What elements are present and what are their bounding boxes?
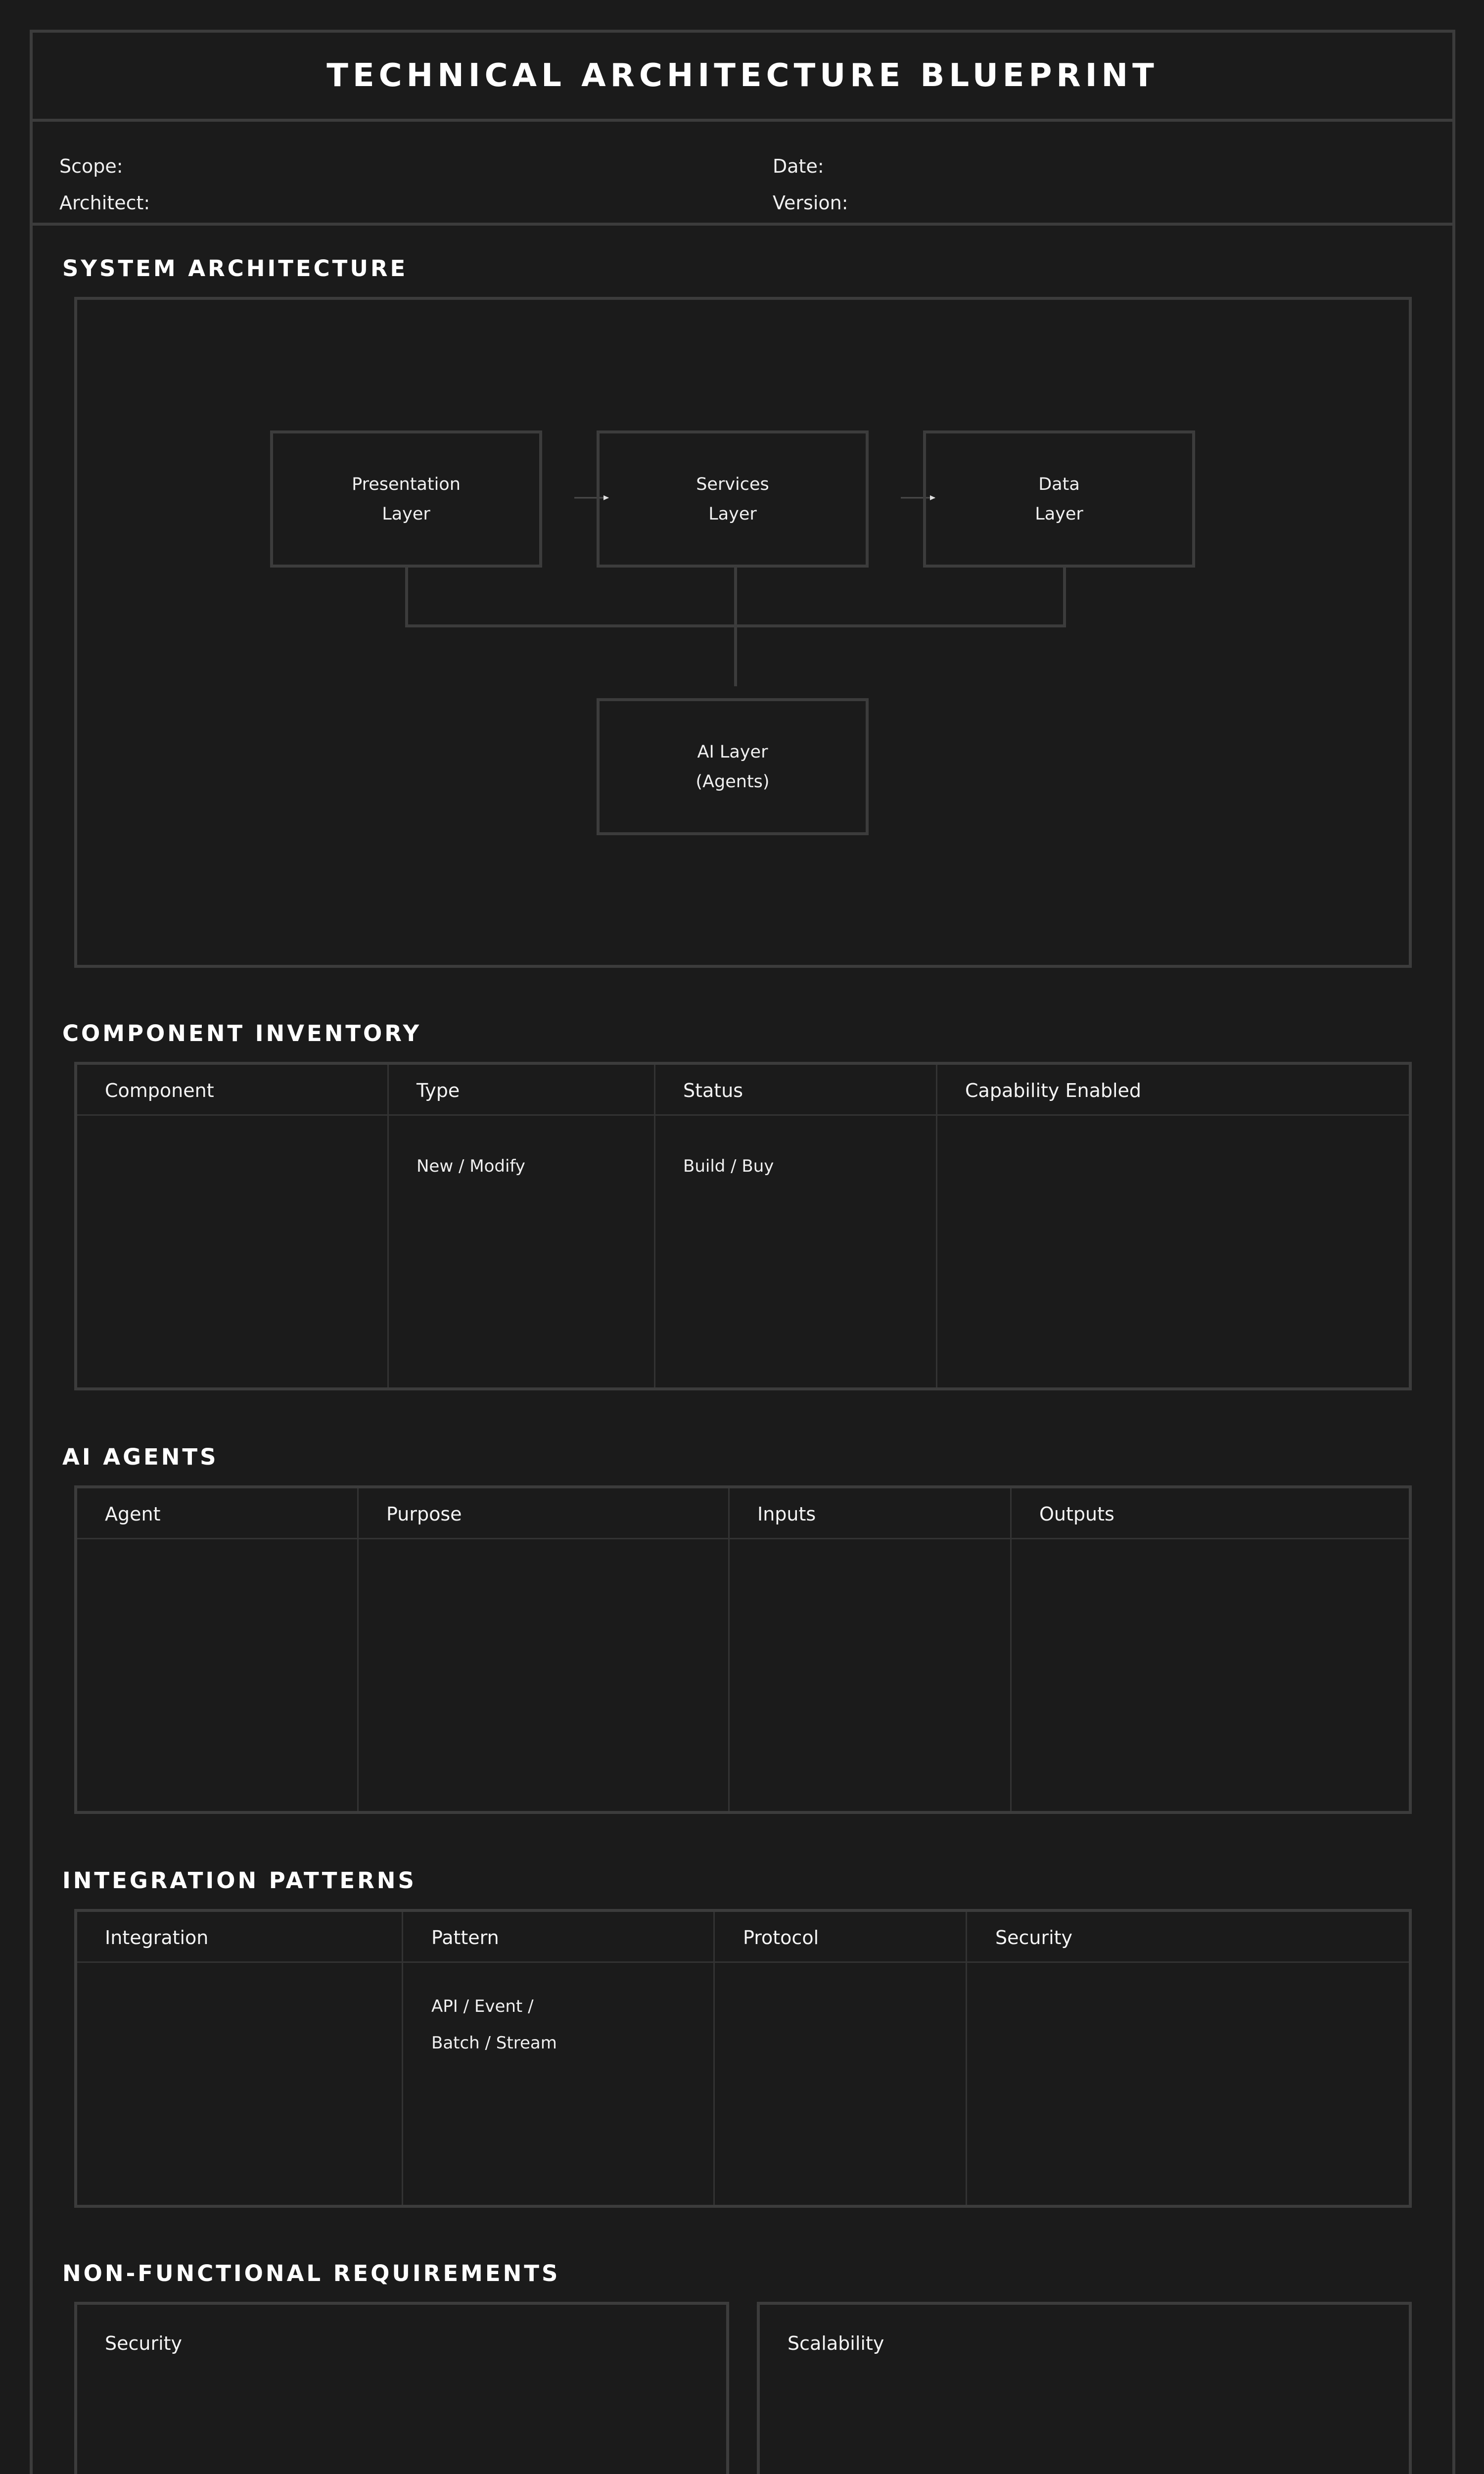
- pattern-hint-line-1: API / Event /: [431, 1997, 534, 2016]
- column-header-purpose: Purpose: [386, 1503, 462, 1525]
- nfr-security-box: [74, 2302, 729, 2474]
- ai-agents-table: [74, 1485, 1412, 1814]
- column-header-integration: Integration: [105, 1927, 209, 1949]
- table-header-divider: [77, 1114, 1409, 1116]
- page-title: TECHNICAL ARCHITECTURE BLUEPRINT: [326, 57, 1159, 94]
- date-label: Date:: [773, 155, 824, 177]
- component-inventory-heading: COMPONENT INVENTORY: [62, 1020, 422, 1047]
- presentation-layer-node: [270, 430, 542, 568]
- table-header-divider: [77, 1961, 1409, 1963]
- presentation-layer-label-1: Presentation: [352, 474, 461, 494]
- column-divider: [402, 1912, 403, 2205]
- column-header-agent: Agent: [105, 1503, 161, 1525]
- type-hint: New / Modify: [417, 1156, 525, 1176]
- nfr-scalability-label: Scalability: [788, 2332, 884, 2354]
- column-header-inputs: Inputs: [757, 1503, 816, 1525]
- services-layer-node: [597, 430, 869, 568]
- column-header-component: Component: [105, 1080, 214, 1101]
- column-header-pattern: Pattern: [431, 1927, 499, 1949]
- column-divider: [357, 1488, 359, 1811]
- column-header-security: Security: [995, 1927, 1073, 1949]
- integration-patterns-table: [74, 1909, 1412, 2208]
- title-bar: [33, 33, 1452, 122]
- column-divider: [654, 1065, 655, 1387]
- column-header-status: Status: [683, 1080, 743, 1101]
- architecture-connectors: [77, 300, 1409, 965]
- column-header-capability: Capability Enabled: [965, 1080, 1142, 1101]
- non-functional-requirements-heading: NON-FUNCTIONAL REQUIREMENTS: [62, 2260, 560, 2286]
- ai-layer-label-2: (Agents): [696, 771, 770, 792]
- architecture-diagram: [74, 297, 1412, 968]
- data-layer-label-1: Data: [1038, 474, 1080, 494]
- presentation-layer-label-2: Layer: [382, 504, 430, 524]
- ai-layer-label-1: AI Layer: [697, 742, 768, 762]
- version-label: Version:: [773, 192, 848, 214]
- services-layer-label-2: Layer: [708, 504, 757, 524]
- data-layer-label-2: Layer: [1035, 504, 1083, 524]
- nfr-security-label: Security: [105, 2332, 183, 2354]
- blueprint-frame: [30, 30, 1455, 2474]
- system-architecture-heading: SYSTEM ARCHITECTURE: [62, 255, 408, 282]
- column-header-protocol: Protocol: [743, 1927, 819, 1949]
- column-divider: [728, 1488, 730, 1811]
- table-header-divider: [77, 1538, 1409, 1539]
- pattern-hint-line-2: Batch / Stream: [431, 2033, 557, 2053]
- ai-layer-node: [597, 698, 869, 835]
- data-layer-node: [923, 430, 1195, 568]
- meta-fields: [33, 122, 1452, 226]
- architect-label: Architect:: [59, 192, 150, 214]
- component-inventory-table: [74, 1062, 1412, 1390]
- nfr-scalability-box: [757, 2302, 1412, 2474]
- column-divider: [936, 1065, 937, 1387]
- ai-agents-heading: AI AGENTS: [62, 1444, 219, 1470]
- column-divider: [1010, 1488, 1012, 1811]
- status-hint: Build / Buy: [683, 1156, 774, 1176]
- scope-label: Scope:: [59, 155, 123, 177]
- services-layer-label-1: Services: [696, 474, 769, 494]
- column-header-type: Type: [417, 1080, 460, 1101]
- integration-patterns-heading: INTEGRATION PATTERNS: [62, 1867, 417, 1894]
- column-divider: [966, 1912, 967, 2205]
- column-divider: [387, 1065, 389, 1387]
- column-divider: [713, 1912, 715, 2205]
- column-header-outputs: Outputs: [1039, 1503, 1114, 1525]
